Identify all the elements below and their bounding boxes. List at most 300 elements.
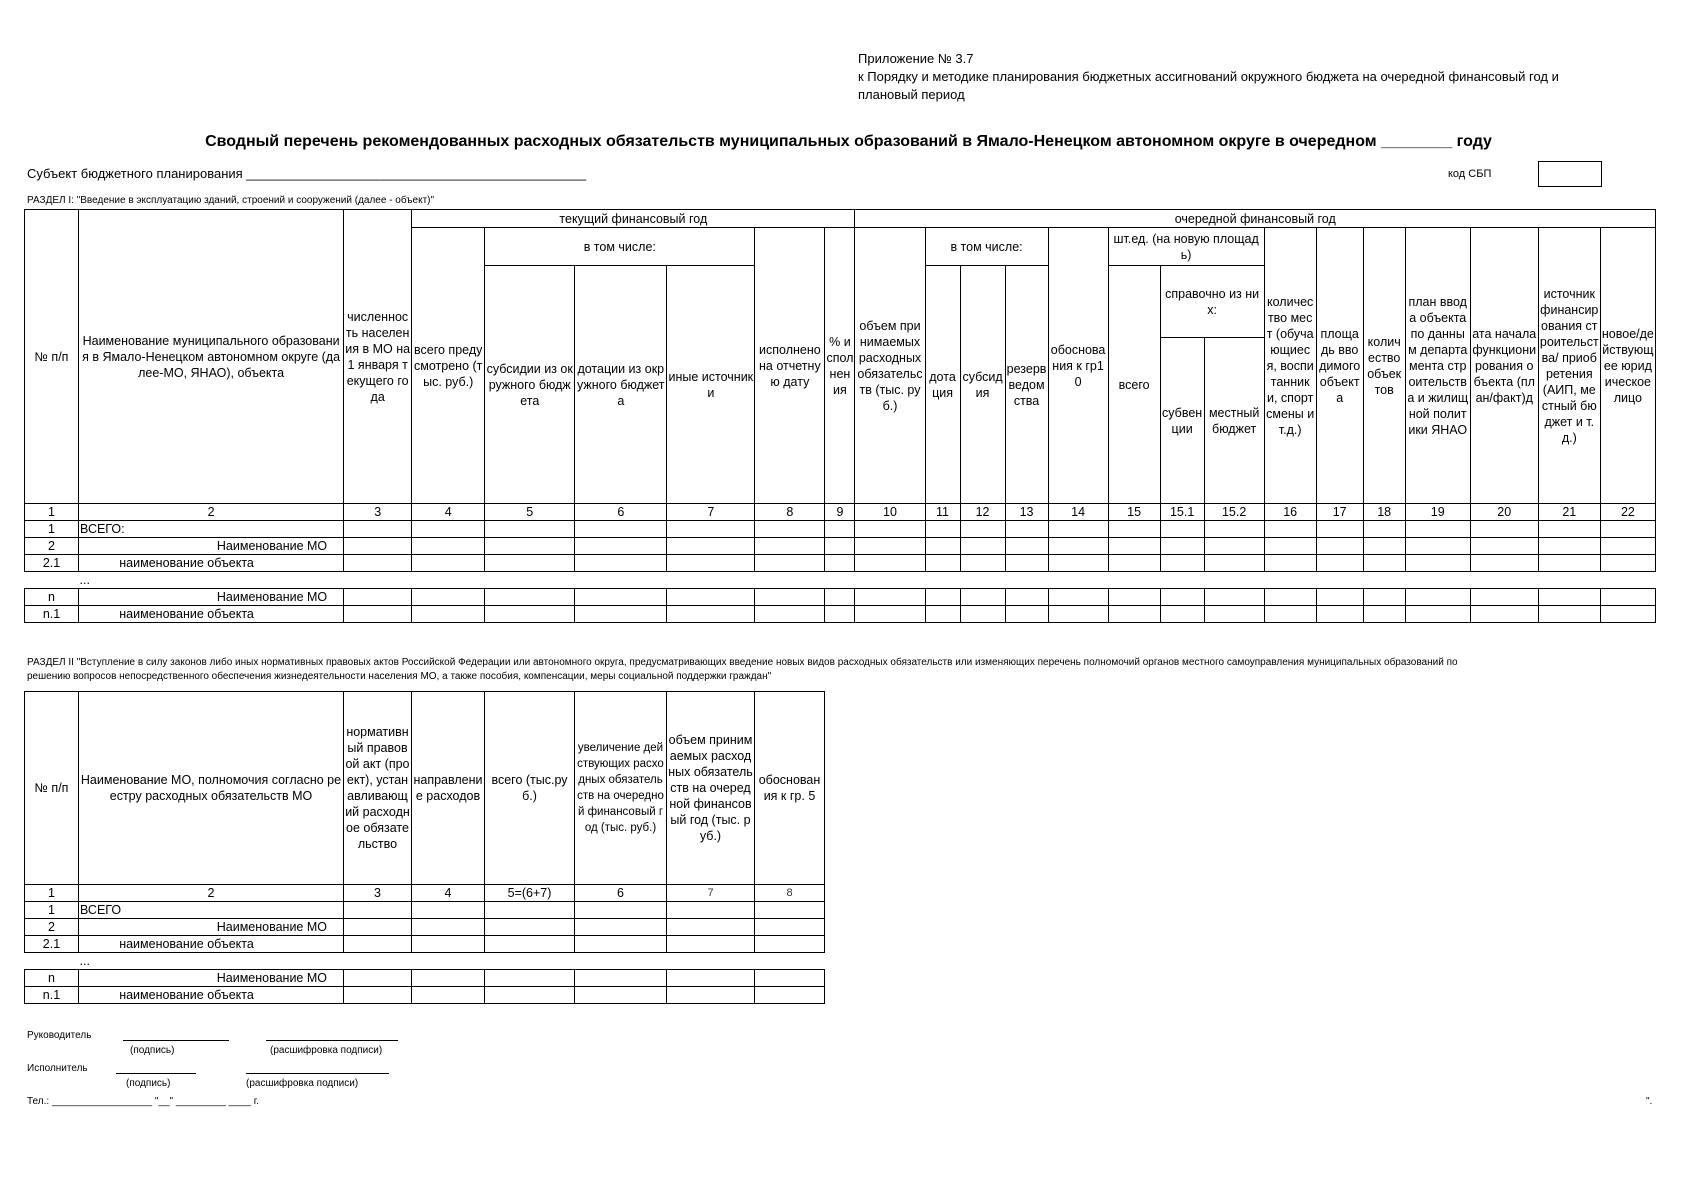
data-cell[interactable] — [1048, 521, 1108, 538]
header-dotation: дотация — [925, 266, 960, 504]
column-number: 5 — [485, 504, 575, 521]
header-including-2: в том числе: — [925, 228, 1048, 266]
data-cell[interactable] — [825, 606, 855, 623]
header-subsidy: субсидия — [960, 266, 1005, 504]
data-cell[interactable] — [1405, 589, 1470, 606]
data-cell[interactable] — [925, 555, 960, 572]
data-cell[interactable] — [1405, 555, 1470, 572]
data-cell[interactable] — [960, 521, 1005, 538]
row-name: ВСЕГО — [79, 902, 344, 919]
data-cell[interactable] — [575, 555, 667, 572]
s2-header-justification: обоснования к гр. 5 — [755, 692, 825, 885]
data-cell[interactable] — [667, 953, 755, 970]
data-cell[interactable] — [960, 572, 1005, 589]
head-signature-line[interactable] — [123, 1040, 229, 1041]
data-cell[interactable] — [667, 555, 755, 572]
data-cell[interactable] — [1005, 572, 1048, 589]
column-number: 2 — [79, 504, 344, 521]
executor-label: Исполнитель — [27, 1063, 88, 1074]
data-cell[interactable] — [855, 555, 925, 572]
data-cell[interactable] — [1048, 589, 1108, 606]
s2-header-direction: направление расходов — [412, 692, 485, 885]
data-cell[interactable] — [1363, 521, 1405, 538]
column-number: 11 — [925, 504, 960, 521]
header-subventions: субвенции — [1160, 338, 1204, 504]
data-cell[interactable] — [485, 521, 575, 538]
data-cell[interactable] — [1316, 555, 1363, 572]
data-cell[interactable] — [575, 902, 667, 919]
data-cell[interactable] — [485, 902, 575, 919]
data-cell[interactable] — [1600, 572, 1655, 589]
data-cell[interactable] — [1160, 521, 1204, 538]
data-cell[interactable] — [575, 606, 667, 623]
data-cell[interactable] — [1538, 555, 1600, 572]
data-cell[interactable] — [960, 555, 1005, 572]
data-cell[interactable] — [1048, 606, 1108, 623]
data-cell[interactable] — [412, 987, 485, 1004]
sbp-code-field[interactable] — [1538, 161, 1602, 187]
table-row — [25, 919, 825, 936]
data-cell[interactable] — [667, 538, 755, 555]
table-row — [25, 589, 1656, 606]
executor-decode-caption: (расшифровка подписи) — [246, 1078, 359, 1089]
executor-decode-line[interactable] — [246, 1073, 389, 1074]
row-number: 1 — [25, 521, 79, 538]
executor-signature-line[interactable] — [116, 1073, 196, 1074]
data-cell[interactable] — [412, 555, 485, 572]
data-cell[interactable] — [1470, 538, 1538, 555]
data-cell[interactable] — [1470, 572, 1538, 589]
column-number: 2 — [79, 885, 344, 902]
data-cell[interactable] — [1264, 521, 1316, 538]
data-cell[interactable] — [344, 538, 412, 555]
header-units: шт.ед. (на новую площадь) — [1108, 228, 1264, 266]
data-cell[interactable] — [855, 606, 925, 623]
data-cell[interactable] — [1160, 572, 1204, 589]
data-cell[interactable] — [1160, 606, 1204, 623]
s2-header-mo-name: Наименование МО, полномочия согласно реестру расходных обязательств МО — [79, 692, 344, 885]
data-cell[interactable] — [1316, 572, 1363, 589]
column-number: 9 — [825, 504, 855, 521]
data-cell[interactable] — [1600, 521, 1655, 538]
data-cell[interactable] — [1470, 521, 1538, 538]
data-cell[interactable] — [1600, 555, 1655, 572]
header-area: площадь вводимого объекта — [1316, 228, 1363, 504]
s2-header-row-number: № п/п — [25, 692, 79, 885]
table-row — [25, 521, 1656, 538]
data-cell[interactable] — [755, 987, 825, 1004]
data-cell[interactable] — [825, 555, 855, 572]
data-cell[interactable] — [344, 936, 412, 953]
section2-column-numbers — [25, 885, 825, 902]
data-cell[interactable] — [667, 521, 755, 538]
data-cell[interactable] — [755, 970, 825, 987]
data-cell[interactable] — [485, 589, 575, 606]
data-cell[interactable] — [412, 970, 485, 987]
data-cell[interactable] — [1204, 521, 1264, 538]
data-cell[interactable] — [925, 606, 960, 623]
data-cell[interactable] — [412, 953, 485, 970]
data-cell[interactable] — [1470, 555, 1538, 572]
column-number: 7 — [667, 504, 755, 521]
appendix-line-2: к Порядку и методике планирования бюджетных ассигнований окружного бюджета на очередной финансовый год и — [858, 69, 1559, 84]
header-current-year: текущий финансовый год — [412, 210, 855, 228]
data-cell[interactable] — [1204, 606, 1264, 623]
appendix-note — [858, 50, 1658, 104]
head-decode-line[interactable] — [266, 1040, 398, 1041]
data-cell[interactable] — [344, 572, 412, 589]
data-cell[interactable] — [825, 538, 855, 555]
data-cell[interactable] — [344, 521, 412, 538]
data-cell[interactable] — [925, 572, 960, 589]
data-cell[interactable] — [1600, 538, 1655, 555]
header-including: в том числе: — [485, 228, 755, 266]
header-executed: исполнено на отчетную дату — [755, 228, 825, 504]
data-cell[interactable] — [960, 606, 1005, 623]
column-number: 15 — [1108, 504, 1160, 521]
data-cell[interactable] — [855, 589, 925, 606]
data-cell[interactable] — [1363, 606, 1405, 623]
column-number: 21 — [1538, 504, 1600, 521]
data-cell[interactable] — [825, 589, 855, 606]
table-row — [25, 936, 825, 953]
s2-header-legal-act: нормативный правовой акт (проект), устанавливающий расходное обязательство — [344, 692, 412, 885]
column-number: 1 — [25, 885, 79, 902]
data-cell[interactable] — [1538, 606, 1600, 623]
column-number: 18 — [1363, 504, 1405, 521]
data-cell[interactable] — [575, 936, 667, 953]
data-cell[interactable] — [575, 538, 667, 555]
header-row-number: № п/п — [25, 210, 79, 504]
data-cell[interactable] — [667, 919, 755, 936]
table-row — [25, 970, 825, 987]
table-row — [25, 538, 1656, 555]
row-name: Наименование МО — [79, 970, 344, 987]
section1-table — [24, 209, 1656, 623]
data-cell[interactable] — [575, 953, 667, 970]
header-population: численность населения в МО на 1 января текущего года — [344, 210, 412, 504]
header-mo-name: Наименование муниципального образования в Ямало-Ненецком автономном округе (далее-МО, ЯНАО), объекта — [79, 210, 344, 504]
data-cell[interactable] — [344, 902, 412, 919]
data-cell[interactable] — [960, 538, 1005, 555]
data-cell[interactable] — [1538, 572, 1600, 589]
section1-column-numbers — [25, 504, 1656, 521]
column-number: 17 — [1316, 504, 1363, 521]
row-number: 2.1 — [25, 936, 79, 953]
data-cell[interactable] — [1204, 572, 1264, 589]
end-mark: ". — [1646, 1096, 1653, 1107]
table-row — [25, 572, 1656, 589]
data-cell[interactable] — [1264, 606, 1316, 623]
row-name: Наименование МО — [79, 919, 344, 936]
data-cell[interactable] — [755, 589, 825, 606]
column-number: 4 — [412, 885, 485, 902]
data-cell[interactable] — [1363, 538, 1405, 555]
row-name: Наименование МО — [79, 538, 344, 555]
row-number: n — [25, 970, 79, 987]
data-cell[interactable] — [755, 953, 825, 970]
executor-signature-caption: (подпись) — [126, 1078, 171, 1089]
row-name: Наименование МО — [79, 589, 344, 606]
data-cell[interactable] — [344, 589, 412, 606]
column-number: 8 — [755, 885, 825, 902]
row-number: n.1 — [25, 606, 79, 623]
table-row — [25, 606, 1656, 623]
data-cell[interactable] — [1405, 538, 1470, 555]
data-cell[interactable] — [412, 902, 485, 919]
data-cell[interactable] — [1160, 555, 1204, 572]
data-cell[interactable] — [1264, 555, 1316, 572]
header-total-planned: всего предусмотрено (тыс. руб.) — [412, 228, 485, 504]
data-cell[interactable] — [1600, 606, 1655, 623]
column-number: 22 — [1600, 504, 1655, 521]
row-name: наименование объекта — [79, 936, 344, 953]
data-cell[interactable] — [1538, 589, 1600, 606]
header-commission-plan: план ввода объекта по данным департамента строительства и жилищной политики ЯНАО — [1405, 228, 1470, 504]
data-cell[interactable] — [344, 555, 412, 572]
data-cell[interactable] — [1363, 589, 1405, 606]
column-number: 10 — [855, 504, 925, 521]
data-cell[interactable] — [1264, 538, 1316, 555]
column-number: 20 — [1470, 504, 1538, 521]
data-cell[interactable] — [755, 606, 825, 623]
data-cell[interactable] — [825, 572, 855, 589]
header-subsidies: субсидии из окружного бюджета — [485, 266, 575, 504]
data-cell[interactable] — [485, 555, 575, 572]
data-cell[interactable] — [1160, 589, 1204, 606]
data-cell[interactable] — [1005, 521, 1048, 538]
data-cell[interactable] — [344, 970, 412, 987]
data-cell[interactable] — [925, 589, 960, 606]
data-cell[interactable] — [1048, 572, 1108, 589]
column-number: 6 — [575, 504, 667, 521]
data-cell[interactable] — [1005, 606, 1048, 623]
data-cell[interactable] — [485, 538, 575, 555]
data-cell[interactable] — [755, 538, 825, 555]
table-row — [25, 953, 825, 970]
header-execution-percent: % исполнения — [825, 228, 855, 504]
row-number — [25, 953, 79, 970]
data-cell[interactable] — [755, 521, 825, 538]
data-cell[interactable] — [1316, 606, 1363, 623]
sbp-code-label: код СБП — [1448, 168, 1492, 180]
row-name: наименование объекта — [79, 606, 344, 623]
data-cell[interactable] — [412, 606, 485, 623]
header-funding-source: источник финансирования строительства/ приобретения (АИП, местный бюджет и т.д.) — [1538, 228, 1600, 504]
s2-header-accepted-volume: объем принимаемых расходных обязательств на очередной финансовый год (тыс. руб.) — [667, 692, 755, 885]
appendix-line-3: плановый период — [858, 87, 965, 102]
data-cell[interactable] — [575, 589, 667, 606]
data-cell[interactable] — [575, 572, 667, 589]
data-cell[interactable] — [1600, 589, 1655, 606]
header-start-date: ата начала функционирования объекта (план/факт)д — [1470, 228, 1538, 504]
s2-header-increase: увеличение действующих расходных обязательств на очередной финансовый год (тыс. руб.) — [575, 692, 667, 885]
data-cell[interactable] — [485, 919, 575, 936]
header-reserve: резерв ведомства — [1005, 266, 1048, 504]
data-cell[interactable] — [667, 987, 755, 1004]
data-cell[interactable] — [412, 589, 485, 606]
header-units-total: всего — [1108, 266, 1160, 504]
data-cell[interactable] — [1538, 521, 1600, 538]
data-cell[interactable] — [575, 919, 667, 936]
data-cell[interactable] — [412, 936, 485, 953]
column-number: 6 — [575, 885, 667, 902]
header-places-count: количество мест (обучающиеся, воспитанники, спортсмены и т.д.) — [1264, 228, 1316, 504]
data-cell[interactable] — [1316, 589, 1363, 606]
column-number: 14 — [1048, 504, 1108, 521]
data-cell[interactable] — [344, 987, 412, 1004]
data-cell[interactable] — [1363, 572, 1405, 589]
row-number: 1 — [25, 902, 79, 919]
data-cell[interactable] — [755, 555, 825, 572]
column-number: 7 — [667, 885, 755, 902]
data-cell[interactable] — [1470, 589, 1538, 606]
data-cell[interactable] — [1405, 606, 1470, 623]
data-cell[interactable] — [344, 919, 412, 936]
column-number: 15.2 — [1204, 504, 1264, 521]
data-cell[interactable] — [855, 572, 925, 589]
column-number: 16 — [1264, 504, 1316, 521]
table-row — [25, 555, 1656, 572]
table-row — [25, 987, 825, 1004]
column-number: 15.1 — [1160, 504, 1204, 521]
data-cell[interactable] — [1005, 555, 1048, 572]
data-cell[interactable] — [1005, 589, 1048, 606]
column-number: 8 — [755, 504, 825, 521]
page-title: Сводный перечень рекомендованных расходных обязательств муниципальных образований в Ямало-Ненецком автономном округе в очередном ________ году — [205, 133, 1492, 150]
data-cell[interactable] — [1108, 606, 1160, 623]
data-cell[interactable] — [1470, 606, 1538, 623]
data-cell[interactable] — [344, 953, 412, 970]
data-cell[interactable] — [1048, 538, 1108, 555]
data-cell[interactable] — [1204, 538, 1264, 555]
data-cell[interactable] — [1405, 521, 1470, 538]
data-cell[interactable] — [1316, 521, 1363, 538]
header-accepted-volume: объем принимаемых расходных обязательств (тыс. руб.) — [855, 228, 925, 504]
data-cell[interactable] — [755, 919, 825, 936]
header-reference: справочно из них: — [1160, 266, 1264, 338]
row-name: ... — [79, 572, 344, 589]
data-cell[interactable] — [1204, 589, 1264, 606]
header-legal-entity: новое/действующее юридическое лицо — [1600, 228, 1655, 504]
row-name: ВСЕГО: — [79, 521, 344, 538]
table-row — [25, 902, 825, 919]
header-objects-count: количество объектов — [1363, 228, 1405, 504]
data-cell[interactable] — [755, 936, 825, 953]
column-number: 19 — [1405, 504, 1470, 521]
data-cell[interactable] — [575, 987, 667, 1004]
data-cell[interactable] — [667, 936, 755, 953]
head-label: Руководитель — [27, 1030, 92, 1041]
row-number: n — [25, 589, 79, 606]
appendix-line-1: Приложение № 3.7 — [858, 51, 974, 66]
data-cell[interactable] — [1316, 538, 1363, 555]
data-cell[interactable] — [485, 572, 575, 589]
data-cell[interactable] — [1108, 521, 1160, 538]
data-cell[interactable] — [1108, 538, 1160, 555]
data-cell[interactable] — [855, 538, 925, 555]
row-number — [25, 572, 79, 589]
column-number: 13 — [1005, 504, 1048, 521]
data-cell[interactable] — [575, 521, 667, 538]
data-cell[interactable] — [485, 606, 575, 623]
header-local-budget: местный бюджет — [1204, 338, 1264, 504]
data-cell[interactable] — [1264, 572, 1316, 589]
data-cell[interactable] — [1108, 572, 1160, 589]
data-cell[interactable] — [485, 970, 575, 987]
data-cell[interactable] — [1048, 555, 1108, 572]
header-justification-gr10: обоснования к гр10 — [1048, 228, 1108, 504]
data-cell[interactable] — [755, 572, 825, 589]
data-cell[interactable] — [925, 521, 960, 538]
head-decode-caption: (расшифровка подписи) — [270, 1045, 383, 1056]
header-other-sources: иные источники — [667, 266, 755, 504]
data-cell[interactable] — [667, 589, 755, 606]
data-cell[interactable] — [1108, 589, 1160, 606]
column-number: 5=(6+7) — [485, 885, 575, 902]
data-cell[interactable] — [1005, 538, 1048, 555]
data-cell[interactable] — [412, 521, 485, 538]
data-cell[interactable] — [575, 970, 667, 987]
data-cell[interactable] — [667, 606, 755, 623]
data-cell[interactable] — [412, 919, 485, 936]
data-cell[interactable] — [412, 538, 485, 555]
data-cell[interactable] — [485, 936, 575, 953]
data-cell[interactable] — [1160, 538, 1204, 555]
column-number: 4 — [412, 504, 485, 521]
column-number: 1 — [25, 504, 79, 521]
header-dotations: дотации из окружного бюджета — [575, 266, 667, 504]
row-name: наименование объекта — [79, 987, 344, 1004]
phone-date-line: Тел.: __________________ "__" _________ ____ г. — [27, 1096, 259, 1107]
row-number: 2 — [25, 538, 79, 555]
section2-table — [24, 691, 825, 1004]
section1-caption: РАЗДЕЛ I: "Введение в эксплуатацию зданий, строений и сооружений (далее - объект)" — [27, 195, 435, 206]
data-cell[interactable] — [485, 987, 575, 1004]
row-number: n.1 — [25, 987, 79, 1004]
data-cell[interactable] — [485, 953, 575, 970]
s2-header-total: всего (тыс.руб.) — [485, 692, 575, 885]
data-cell[interactable] — [344, 606, 412, 623]
data-cell[interactable] — [1108, 555, 1160, 572]
data-cell[interactable] — [960, 589, 1005, 606]
data-cell[interactable] — [925, 538, 960, 555]
data-cell[interactable] — [667, 572, 755, 589]
data-cell[interactable] — [855, 521, 925, 538]
data-cell[interactable] — [667, 902, 755, 919]
data-cell[interactable] — [1538, 538, 1600, 555]
column-number: 3 — [344, 885, 412, 902]
data-cell[interactable] — [1264, 589, 1316, 606]
column-number: 3 — [344, 504, 412, 521]
row-name: наименование объекта — [79, 555, 344, 572]
data-cell[interactable] — [412, 572, 485, 589]
data-cell[interactable] — [1204, 555, 1264, 572]
section2-caption: РАЗДЕЛ II "Вступление в силу законов либо иных нормативных правовых актов Российской Федерации или автономного округа, предусматривающих введение новых видов расходных обязательств или изменяющих перечень полномочий органов местного самоуправления муниципальных образований по решению вопросов непосредственного обеспечения жизнедеятельности населения МО, а также пособия, компенсации, меры социальной поддержки граждан" — [27, 657, 1458, 682]
data-cell[interactable] — [667, 970, 755, 987]
data-cell[interactable] — [1405, 572, 1470, 589]
subject-line: Субъект бюджетного планирования _______________________________________________ — [27, 166, 587, 181]
head-signature-caption: (подпись) — [130, 1045, 175, 1056]
row-number: 2.1 — [25, 555, 79, 572]
data-cell[interactable] — [1363, 555, 1405, 572]
data-cell[interactable] — [825, 521, 855, 538]
row-name: ... — [79, 953, 344, 970]
column-number: 12 — [960, 504, 1005, 521]
row-number: 2 — [25, 919, 79, 936]
header-next-year: очередной финансовый год — [855, 210, 1656, 228]
data-cell[interactable] — [755, 902, 825, 919]
